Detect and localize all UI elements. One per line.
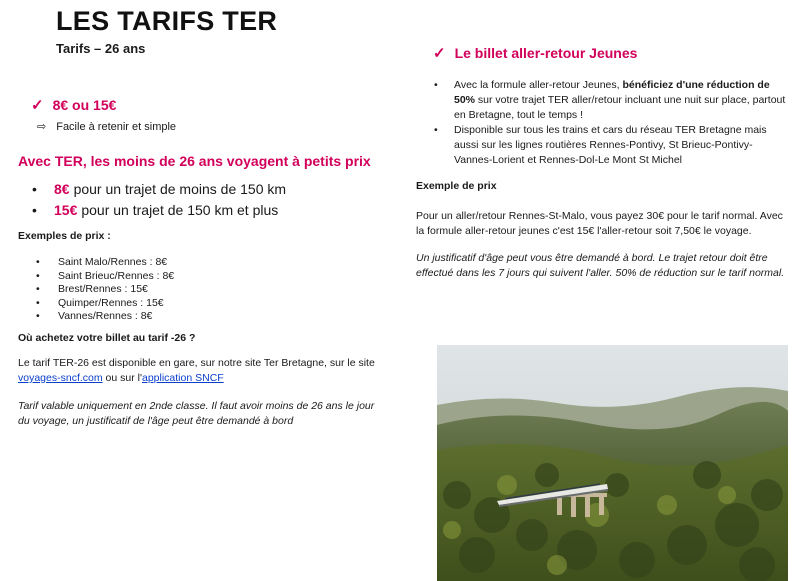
section-heading: Avec TER, les moins de 26 ans voyagent à petits prix <box>18 153 371 169</box>
list-item <box>32 181 378 197</box>
price-list <box>18 181 378 218</box>
checkmark-icon: ✓ <box>31 97 44 114</box>
examples-heading: Exemples de prix : <box>18 230 111 242</box>
example-text: Vannes/Rennes : 8€ <box>58 310 153 322</box>
arrow-text: Facile à retenir et simple <box>56 120 177 133</box>
arrow-line <box>37 120 378 133</box>
list-item <box>434 78 788 123</box>
where-paragraph <box>18 356 378 386</box>
right-heading-text: Le billet aller-retour Jeunes <box>454 45 638 61</box>
list-item <box>32 202 378 218</box>
right-column <box>416 44 788 281</box>
arrow-right-icon: ⇨ <box>37 121 47 133</box>
train-landscape-photo <box>437 345 788 581</box>
application-sncf-link[interactable]: application SNCF <box>141 372 224 384</box>
where-heading: Où achetez votre billet au tarif -26 ? <box>18 332 196 344</box>
list-item <box>36 310 378 322</box>
bullet-text <box>454 78 788 123</box>
list-item <box>36 297 378 309</box>
price-desc: pour un trajet de moins de 150 km <box>73 181 287 197</box>
right-note: Un justificatif d'âge peut vous être demandé à bord. Le trajet retour doit être effectué dans les 7 jours qui suivent l'aller. 50% de réduction sur le tarif normal. <box>416 252 785 279</box>
bullet-text-part: sur votre trajet TER aller/retour incluant une nuit sur place, partout en Bretagne, tout le temps ! <box>454 94 786 121</box>
bullet-icon: • <box>32 202 37 218</box>
checkmark-icon: ✓ <box>433 45 446 62</box>
bullet-icon: • <box>36 269 40 282</box>
right-heading <box>433 44 788 62</box>
landscape-image <box>437 345 788 581</box>
where-text: ou sur l' <box>102 372 142 384</box>
examples-list <box>18 256 378 322</box>
example-text: Brest/Rennes : 15€ <box>58 283 148 295</box>
example-paragraph: Pour un aller/retour Rennes-St-Malo, vous payez 30€ pour le tarif normal. Avec la formule aller-retour jeunes c'est 15€ l'aller-retour soit 7,50€ le voyage. <box>416 210 783 237</box>
price-value: 15€ <box>54 202 78 218</box>
voyages-sncf-link[interactable]: voyages-sncf.com <box>18 372 103 384</box>
list-item <box>36 270 378 282</box>
bullet-icon: • <box>36 310 40 322</box>
bullet-icon: • <box>36 296 40 309</box>
list-item <box>36 256 378 268</box>
price-heading-text: 8€ ou 15€ <box>52 97 117 113</box>
price-desc: pour un trajet de 150 km et plus <box>81 202 279 218</box>
left-note: Tarif valable uniquement en 2nde classe. Il faut avoir moins de 26 ans le jour du voyage, un justificatif de l'âge peut être demandé à bord <box>18 400 375 427</box>
price-heading <box>31 96 378 114</box>
bullet-icon: • <box>434 79 438 91</box>
example-text: Quimper/Rennes : 15€ <box>58 296 164 309</box>
bullet-icon: • <box>32 181 37 197</box>
price-value: 8€ <box>54 181 70 197</box>
page-title: LES TARIFS TER <box>56 6 278 36</box>
left-column <box>18 6 378 429</box>
bullet-text: Disponible sur tous les trains et cars du réseau TER Bretagne mais aussi sur les lignes routières Rennes-Pontivy, St Brieuc-Pontivy-Vannes-Lorient et Rennes-Dol-Le Mont St Michel <box>454 124 767 166</box>
bullet-text-bold: bénéficiez d'une réduction de 50% <box>454 79 770 106</box>
where-text: Le tarif TER-26 est disponible en gare, sur notre site Ter Bretagne, sur le site <box>18 357 375 369</box>
bullet-text-part: Avec la formule aller-retour Jeunes, <box>454 79 623 91</box>
list-item <box>36 283 378 295</box>
bullet-icon: • <box>36 256 40 268</box>
bullet-icon: • <box>434 124 438 136</box>
list-item <box>434 123 788 168</box>
example-text: Saint Malo/Rennes : 8€ <box>58 256 168 268</box>
right-bullets <box>416 78 788 168</box>
example-heading: Exemple de prix <box>416 180 497 192</box>
example-text: Saint Brieuc/Rennes : 8€ <box>58 269 175 282</box>
bullet-icon: • <box>36 283 40 295</box>
page-subtitle: Tarifs – 26 ans <box>56 41 146 56</box>
